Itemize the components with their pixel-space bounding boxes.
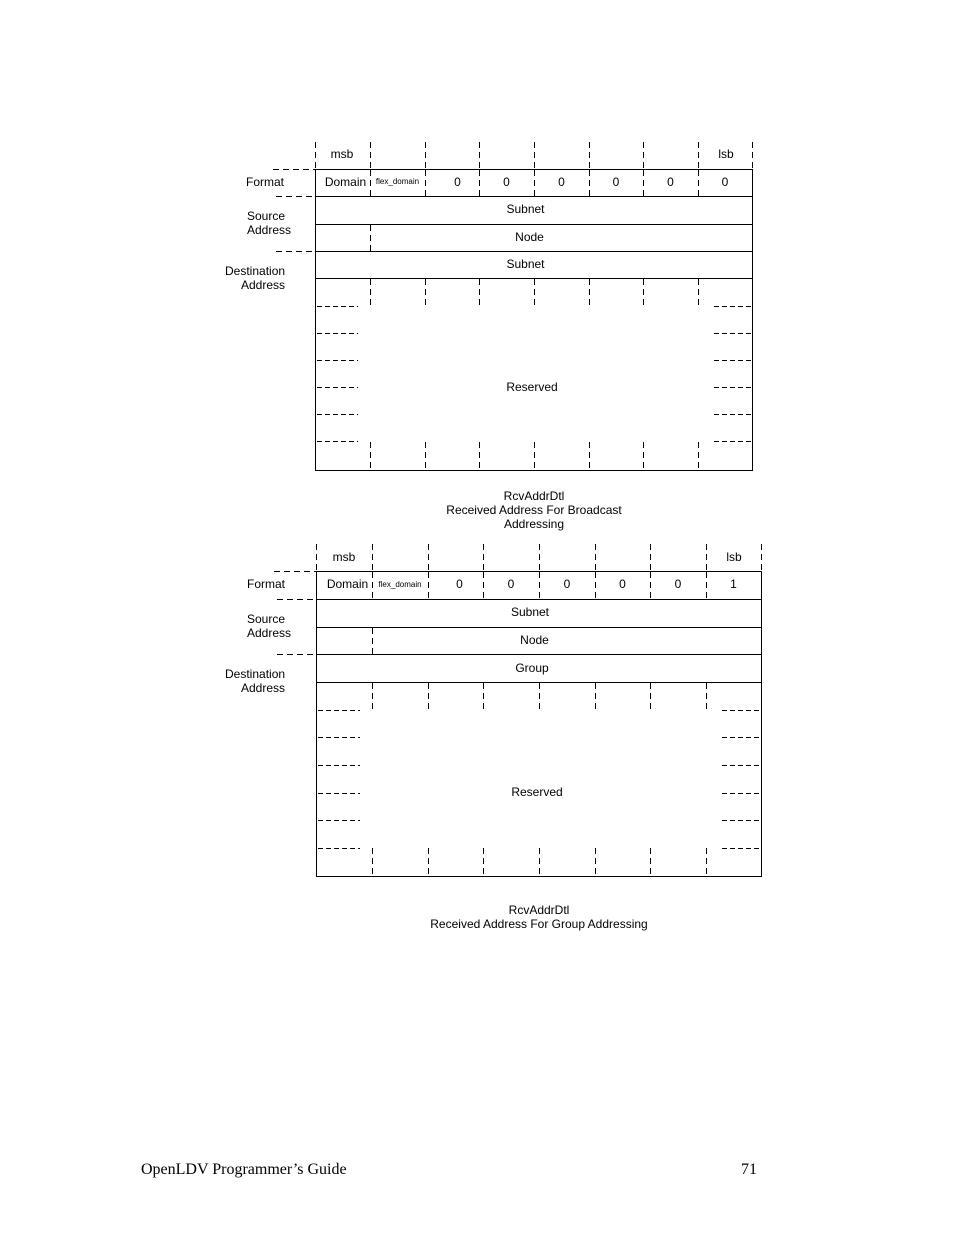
source-label-line1: Source [247, 612, 286, 626]
source-label-line2: Address [247, 626, 292, 640]
format-cell-bit: 0 [667, 175, 674, 189]
msb-label: msb [332, 550, 356, 564]
msb-label: msb [330, 147, 354, 161]
format-cell-domain: Domain [326, 577, 369, 591]
format-cell-bit: 0 [558, 175, 565, 189]
lsb-label: lsb [718, 147, 734, 161]
footer-title: OpenLDV Programmer’s Guide [141, 1161, 347, 1178]
source-label-line1: Source [247, 209, 286, 223]
source-subnet-row: Subnet [510, 605, 550, 619]
format-cell-bit: 0 [674, 577, 682, 591]
format-cell-bit: 0 [563, 577, 571, 591]
destination-group-row: Group [515, 661, 549, 675]
reserved-label: Reserved [506, 380, 558, 394]
destination-address-label [215, 667, 284, 695]
source-node-row: Node [515, 230, 544, 244]
format-cell-bit: 0 [721, 175, 729, 189]
destination-subnet-row: Subnet [506, 257, 545, 271]
dest-label-line2: Address [241, 681, 286, 695]
dest-label-line1: Destination [225, 264, 286, 278]
dest-label-line2: Address [241, 278, 286, 292]
format-cell-bit: 0 [612, 175, 620, 189]
format-cell-bit: 0 [456, 577, 463, 591]
format-cell-bit: 0 [503, 175, 510, 189]
lsb-label: lsb [726, 550, 742, 564]
source-node-row: Node [520, 633, 549, 647]
caption-line3: Addressing [503, 517, 565, 531]
reserved-label: Reserved [511, 785, 563, 799]
source-label-line2: Address [247, 223, 292, 237]
format-cell-bit: 0 [619, 577, 626, 591]
caption-line2: Received Address For Group Addressing [430, 917, 648, 931]
format-label: Format [246, 577, 285, 591]
caption-line2: Received Address For Broadcast [446, 503, 622, 517]
format-cell-flex-domain: flex_domain [378, 580, 422, 589]
format-cell-domain: Domain [324, 175, 367, 189]
caption-line1: RcvAddrDtl [503, 489, 565, 503]
format-cell-bit: 0 [507, 577, 515, 591]
caption-line1: RcvAddrDtl [508, 903, 570, 917]
page-number: 71 [741, 1161, 757, 1178]
dest-label-line1: Destination [225, 667, 286, 681]
format-cell-bit: 0 [454, 175, 461, 189]
caption [389, 903, 689, 931]
format-cell-bit: 1 [730, 577, 737, 591]
source-subnet-row: Subnet [506, 202, 545, 216]
format-cell-flex-domain: flex_domain [375, 177, 420, 186]
source-address-label [215, 612, 292, 640]
format-label: Format [245, 175, 284, 189]
